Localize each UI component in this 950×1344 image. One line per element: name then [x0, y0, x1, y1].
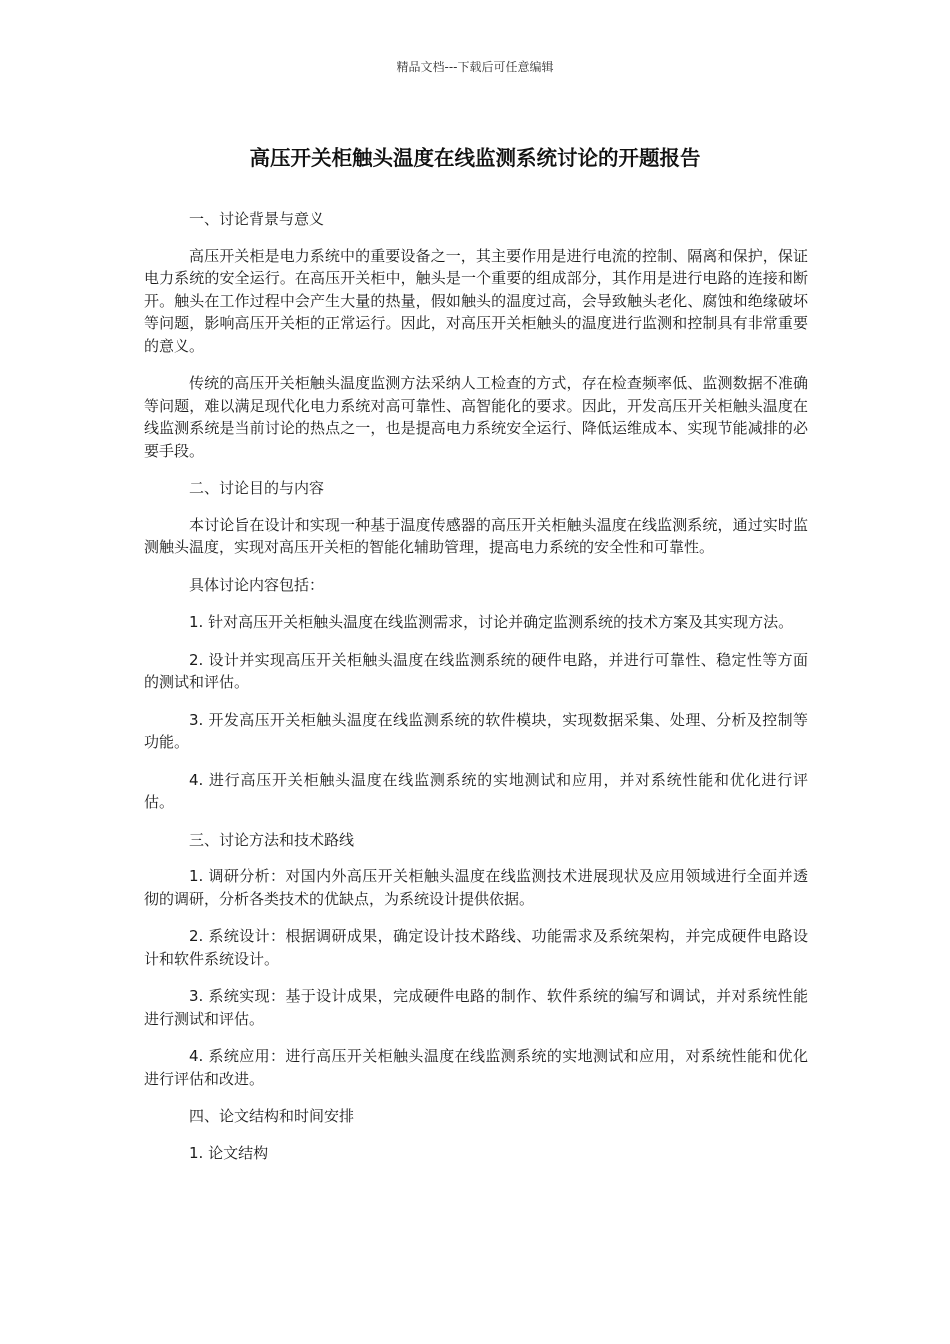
- list-item-content-2: 2. 设计并实现高压开关柜触头温度在线监测系统的硬件电路，并进行可靠性、稳定性等方面的测试和评估。: [144, 650, 808, 691]
- list-item-content-3: 3. 开发高压开关柜触头温度在线监测系统的软件模块，实现数据采集、处理、分析及控制等功能。: [144, 710, 808, 751]
- list-item-structure-1: 1. 论文结构: [189, 1143, 269, 1162]
- paragraph-background-1: 高压开关柜是电力系统中的重要设备之一，其主要作用是进行电流的控制、隔离和保护，保证电力系统的安全运行。在高压开关柜中，触头是一个重要的组成部分，其作用是进行电路的连接和断开。触头在工作过程中会产生大量的热量，假如触头的温度过高，会导致触头老化、腐蚀和绝缘破坏等问题，影响高压开关柜的正常运行。因此，对高压开关柜触头的温度进行监测和控制具有非常重要的意义。: [144, 246, 808, 355]
- paragraph-purpose: 本讨论旨在设计和实现一种基于温度传感器的高压开关柜触头温度在线监测系统，通过实时监测触头温度，实现对高压开关柜的智能化辅助管理，提高电力系统的安全性和可靠性。: [144, 515, 808, 556]
- list-item-content-4: 4. 进行高压开关柜触头温度在线监测系统的实地测试和应用，并对系统性能和优化进行评估。: [144, 770, 808, 811]
- paragraph-content-intro: 具体讨论内容包括：: [189, 575, 325, 594]
- list-item-method-2: 2. 系统设计：根据调研成果，确定设计技术路线、功能需求及系统架构，并完成硬件电路设计和软件系统设计。: [144, 927, 808, 968]
- section-heading-structure: 四、论文结构和时间安排: [189, 1107, 355, 1125]
- list-item-method-1: 1. 调研分析：对国内外高压开关柜触头温度在线监测技术进展现状及应用领域进行全面并透彻的调研，分析各类技术的优缺点，为系统设计提供依据。: [144, 867, 808, 908]
- list-item-content-1: 1. 针对高压开关柜触头温度在线监测需求，讨论并确定监测系统的技术方案及其实现方法。: [189, 613, 794, 631]
- list-item-method-3: 3. 系统实现：基于设计成果，完成硬件电路的制作、软件系统的编写和调试，并对系统性能进行测试和评估。: [144, 987, 808, 1028]
- section-heading-methods: 三、讨论方法和技术路线: [189, 830, 355, 849]
- page-header-note: 精品文档---下载后可任意编辑: [396, 60, 554, 74]
- section-heading-purpose: 二、讨论目的与内容: [189, 479, 325, 497]
- section-heading-background: 一、讨论背景与意义: [189, 210, 325, 228]
- document-title: 高压开关柜触头温度在线监测系统讨论的开题报告: [249, 146, 701, 170]
- document-body: [144, 208, 808, 1179]
- list-item-method-4: 4. 系统应用：进行高压开关柜触头温度在线监测系统的实地测试和应用，对系统性能和优化进行评估和改进。: [144, 1047, 808, 1088]
- paragraph-background-2: 传统的高压开关柜触头温度监测方法采纳人工检查的方式，存在检查频率低、监测数据不准确等问题，难以满足现代化电力系统对高可靠性、高智能化的要求。因此，开发高压开关柜触头温度在线监测系统是当前讨论的热点之一，也是提高电力系统安全运行、降低运维成本、实现节能减排的必要手段。: [144, 374, 808, 460]
